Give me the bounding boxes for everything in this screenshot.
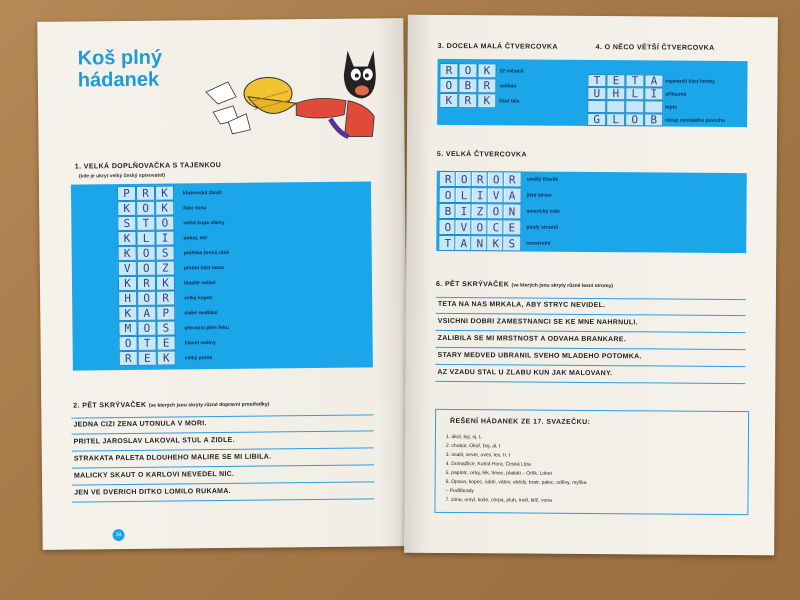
crossword-cell[interactable]: O bbox=[455, 171, 474, 187]
crossword-cell[interactable]: I bbox=[471, 187, 490, 203]
crossword-cell[interactable]: Í bbox=[644, 87, 663, 100]
crossword-cell[interactable]: R bbox=[471, 171, 490, 187]
divider-line bbox=[436, 313, 746, 316]
crossword-cell[interactable]: L bbox=[455, 187, 474, 203]
crossword-clue: hlavní rodiny bbox=[184, 339, 216, 346]
crossword-clue: nejmenší část hmoty bbox=[665, 78, 715, 85]
crossword-cell[interactable]: B bbox=[438, 203, 457, 219]
crossword-cell[interactable]: B bbox=[644, 113, 663, 126]
crossword-cell[interactable]: K bbox=[155, 201, 174, 216]
section2-title: 2. PĚT SKRÝVAČEK (ve kterých jsou skryty různé dopravní prostředky) bbox=[73, 401, 270, 410]
crossword-cell[interactable]: T bbox=[136, 216, 155, 231]
crossword-cell[interactable]: R bbox=[503, 171, 522, 187]
crossword-cell[interactable]: K bbox=[117, 201, 136, 216]
page-number-badge: 34 bbox=[113, 529, 125, 541]
crossword-cell[interactable]: R bbox=[119, 351, 138, 366]
crossword-cell[interactable]: L bbox=[625, 87, 644, 100]
crossword-cell[interactable]: P bbox=[156, 306, 175, 321]
divider-line bbox=[72, 498, 374, 502]
hidden-word-sentence: STARY MEDVED UBRANIL SVEHO MLADEHO POTOMKA. bbox=[437, 351, 642, 361]
crossword-cell[interactable] bbox=[644, 100, 663, 113]
crossword-cell[interactable]: O bbox=[137, 246, 156, 261]
crossword-cell[interactable]: S bbox=[117, 216, 136, 231]
section6-subtitle: (ve kterých jsou skryty různé lesní stromy) bbox=[511, 282, 613, 290]
crossword-cell[interactable]: S bbox=[156, 246, 175, 261]
crossword-cell[interactable]: R bbox=[439, 63, 458, 78]
crossword-cell[interactable]: O bbox=[470, 219, 489, 235]
crossword-cell[interactable]: A bbox=[644, 74, 663, 87]
hidden-word-sentence: ZALIBILA SE MI MRSTNOST A ODVAHA BRANKARE. bbox=[437, 334, 627, 344]
crossword-cell[interactable] bbox=[587, 100, 606, 113]
crossword-cell[interactable]: R bbox=[137, 276, 156, 291]
crossword-cell[interactable] bbox=[606, 100, 625, 113]
crossword-clue: příbuzná bbox=[665, 91, 687, 98]
crossword-cell[interactable]: K bbox=[157, 350, 176, 365]
crossword-clue: 12 měsíců bbox=[499, 67, 524, 75]
crossword-cell[interactable]: Z bbox=[156, 261, 175, 276]
crossword-clue: část těla bbox=[499, 97, 520, 104]
crossword-cell[interactable]: H bbox=[118, 291, 137, 306]
crossword-clue: přední část nosu bbox=[183, 264, 224, 271]
crossword-cell[interactable]: K bbox=[118, 306, 137, 321]
crossword-clue: teplo bbox=[665, 104, 678, 111]
crossword-clue: slabé nedbání bbox=[184, 309, 218, 316]
divider-line bbox=[435, 364, 745, 367]
crossword-clue: umělý člověk bbox=[526, 176, 559, 183]
crossword-cell[interactable]: K bbox=[117, 231, 136, 246]
crossword-cell[interactable]: I bbox=[155, 231, 174, 246]
crossword-cell[interactable]: O bbox=[155, 216, 174, 231]
crossword-cell[interactable]: M bbox=[118, 321, 137, 336]
left-page bbox=[37, 18, 409, 550]
crossword-cell[interactable]: E bbox=[157, 335, 176, 350]
cat-cartoon-illustration bbox=[197, 40, 388, 142]
crossword-cell[interactable]: T bbox=[625, 74, 644, 87]
crossword-cell[interactable]: O bbox=[438, 219, 457, 235]
solution-line: 4. Domažlice, Kutná Hora, Česká Lípa bbox=[445, 460, 531, 468]
section2-subtitle: (ve kterých jsou skryty různé dopravní prostředky) bbox=[148, 401, 270, 409]
hidden-word-sentence: JEN VE DVERICH DITKO LOMILO RUKAMA. bbox=[74, 487, 231, 497]
crossword-cell[interactable]: R bbox=[156, 291, 175, 306]
crossword-cell[interactable]: L bbox=[606, 113, 625, 126]
crossword-cell[interactable]: A bbox=[454, 235, 473, 251]
hidden-word-sentence: JEDNA CIZI ZENA UTONULA V MORI. bbox=[73, 420, 207, 429]
divider-line bbox=[436, 297, 746, 300]
hidden-word-sentence: STRAKATA PALETA DLOUHEHO MALIRE SE MI LIBILA. bbox=[73, 453, 272, 463]
crossword-cell[interactable]: K bbox=[477, 63, 496, 78]
crossword-cell[interactable]: O bbox=[137, 291, 156, 306]
crossword-clue: velká kupa slámy bbox=[183, 219, 225, 226]
crossword-clue: velký potok bbox=[184, 354, 213, 361]
crossword-cell[interactable]: E bbox=[138, 351, 157, 366]
crossword-cell[interactable]: O bbox=[439, 78, 458, 93]
crossword-cell[interactable]: V bbox=[454, 219, 473, 235]
crossword-cell[interactable]: O bbox=[486, 203, 505, 219]
cat-icon bbox=[296, 50, 377, 137]
crossword-clue: velikán bbox=[499, 82, 517, 89]
crossword-cell[interactable]: C bbox=[486, 219, 505, 235]
section6-title: 6. PĚT SKRÝVAČEK (ve kterých jsou skryty různé lesní stromy) bbox=[435, 280, 613, 290]
solution-line: 1. úkol, kyj, oj, L bbox=[445, 433, 482, 441]
crossword-cell[interactable]: Z bbox=[470, 203, 489, 219]
crossword-clue: potřeba ženců obilí bbox=[183, 249, 230, 256]
crossword-cell[interactable]: H bbox=[606, 87, 625, 100]
divider-line bbox=[436, 347, 746, 350]
section5-title: 5. VELKÁ ČTVERCOVKA bbox=[436, 150, 527, 159]
crossword-cell[interactable]: K bbox=[118, 246, 137, 261]
hidden-word-sentence: MALICKY SKAUT O KARLOVI NEVEDEL NIC. bbox=[73, 470, 235, 480]
crossword-clue: americký zubr bbox=[526, 208, 561, 215]
crossword-cell[interactable]: S bbox=[502, 235, 521, 251]
crossword-cell[interactable]: R bbox=[136, 186, 155, 201]
basket-icon bbox=[244, 77, 296, 114]
crossword-grid-3 bbox=[439, 63, 496, 108]
crossword-cell[interactable]: K bbox=[155, 186, 174, 201]
crossword-cell[interactable]: R bbox=[477, 78, 496, 93]
hidden-word-sentence: TETA NA NAS MRKALA, ABY STRYC NEVIDEL. bbox=[437, 300, 606, 310]
crossword-grid-1 bbox=[117, 186, 176, 367]
solution-line: 7. zima, omyl, koše, chrpa, pluh, molí, klíč, vona bbox=[445, 496, 552, 504]
crossword-cell[interactable]: B bbox=[458, 78, 477, 93]
section1-title: 1. VELKÁ DOPLŇOVAČKA S TAJENKOU bbox=[74, 162, 222, 171]
solutions-title: ŘEŠENÍ HÁDANEK ZE 17. SVAZEČKU: bbox=[450, 418, 591, 426]
solution-line: 5. paplotc, orloj, lék, límec, plakáti – Orlík, Loket bbox=[445, 469, 552, 477]
paper-scraps-icon bbox=[206, 82, 251, 134]
hidden-word-sentence: AZ VZADU STAL U ZLABU KUN JAK MALOVANY. bbox=[437, 368, 613, 378]
crossword-clue: klukovská zbraň bbox=[183, 189, 222, 196]
page-title: Koš plný hádanek bbox=[77, 46, 163, 92]
crossword-cell[interactable]: R bbox=[458, 93, 477, 108]
crossword-cell[interactable]: S bbox=[156, 321, 175, 336]
crossword-cell[interactable]: A bbox=[503, 187, 522, 203]
crossword-cell[interactable]: I bbox=[454, 203, 473, 219]
divider-line bbox=[72, 464, 374, 468]
crossword-grid-5 bbox=[438, 171, 519, 252]
crossword-cell[interactable]: O bbox=[458, 63, 477, 78]
crossword-cell[interactable]: O bbox=[137, 321, 156, 336]
section4-title: 4. O NĚCO VĚTŠÍ ČTVERCOVKA bbox=[595, 44, 715, 52]
divider-line bbox=[72, 430, 374, 434]
crossword-cell[interactable]: N bbox=[502, 203, 521, 219]
crossword-cell[interactable]: O bbox=[119, 336, 138, 351]
crossword-clue: pokoj, mír bbox=[183, 234, 208, 241]
crossword-cell[interactable]: E bbox=[502, 219, 521, 235]
crossword-cell[interactable]: O bbox=[439, 187, 458, 203]
crossword-cell[interactable]: E bbox=[606, 74, 625, 87]
section3-title: 3. DOCELA MALÁ ČTVERCOVKA bbox=[437, 42, 558, 51]
crossword-clue: velký kopec bbox=[184, 294, 213, 301]
crossword-cell[interactable]: V bbox=[118, 261, 137, 276]
crossword-cell[interactable]: O bbox=[625, 113, 644, 126]
crossword-grid-4 bbox=[587, 74, 663, 127]
solution-line: 3. osalit, sever, oves, les, Ir, t bbox=[445, 451, 511, 459]
divider-line bbox=[71, 414, 373, 418]
crossword-cell[interactable]: K bbox=[156, 276, 175, 291]
crossword-clue: construlní bbox=[526, 240, 551, 247]
hidden-word-sentence: PRITEL JAROSLAV LAKOVAL STUL A ZIDLE. bbox=[73, 436, 235, 446]
crossword-cell[interactable]: K bbox=[439, 93, 458, 108]
crossword-clue: část nosu bbox=[183, 204, 207, 211]
crossword-cell[interactable] bbox=[625, 100, 644, 113]
crossword-cell[interactable]: O bbox=[487, 171, 506, 187]
crossword-cell[interactable]: V bbox=[487, 187, 506, 203]
divider-line bbox=[72, 481, 374, 485]
hidden-word-sentence: VSICHNI DOBRI ZAMESTNANCI SE KE MNE NAHRNULI. bbox=[437, 317, 638, 327]
crossword-cell[interactable]: O bbox=[136, 201, 155, 216]
crossword-clue: plody stromů bbox=[526, 224, 559, 231]
solution-line: 2. chobot, Okoř, boj, al, t bbox=[445, 442, 501, 450]
divider-line bbox=[436, 330, 746, 333]
solutions-box bbox=[434, 409, 749, 515]
section1-subtitle: (kde je ukryt velký český spisovatel) bbox=[78, 172, 166, 180]
crossword-cell[interactable]: K bbox=[118, 276, 137, 291]
crossword-cell[interactable]: T bbox=[138, 336, 157, 351]
crossword-cell[interactable]: T bbox=[438, 235, 457, 251]
crossword-cell[interactable]: U bbox=[587, 87, 606, 100]
divider-line bbox=[72, 447, 374, 451]
solution-line: – Poděbrady bbox=[445, 487, 474, 495]
crossword-clue: hlasité volání bbox=[183, 279, 216, 286]
divider-line bbox=[435, 381, 745, 384]
crossword-cell[interactable]: K bbox=[486, 235, 505, 251]
crossword-cell[interactable]: L bbox=[136, 231, 155, 246]
right-page bbox=[404, 15, 778, 556]
crossword-clue: obraz zemského povrchu bbox=[665, 117, 726, 124]
crossword-clue: jižní strom bbox=[526, 192, 552, 199]
solution-line: 6. Opava, kopec, údolí, vátev, obědy, bratr, palec, oděvy, myška bbox=[445, 478, 587, 486]
crossword-cell[interactable]: K bbox=[477, 93, 496, 108]
crossword-clue: převozní přes řeku bbox=[184, 324, 229, 331]
crossword-cell[interactable]: O bbox=[137, 261, 156, 276]
crossword-cell[interactable]: G bbox=[587, 113, 606, 126]
crossword-cell[interactable]: N bbox=[470, 235, 489, 251]
crossword-cell[interactable]: P bbox=[117, 186, 136, 201]
crossword-cell[interactable]: R bbox=[439, 171, 458, 187]
crossword-cell[interactable]: T bbox=[587, 74, 606, 87]
crossword-cell[interactable]: A bbox=[137, 306, 156, 321]
